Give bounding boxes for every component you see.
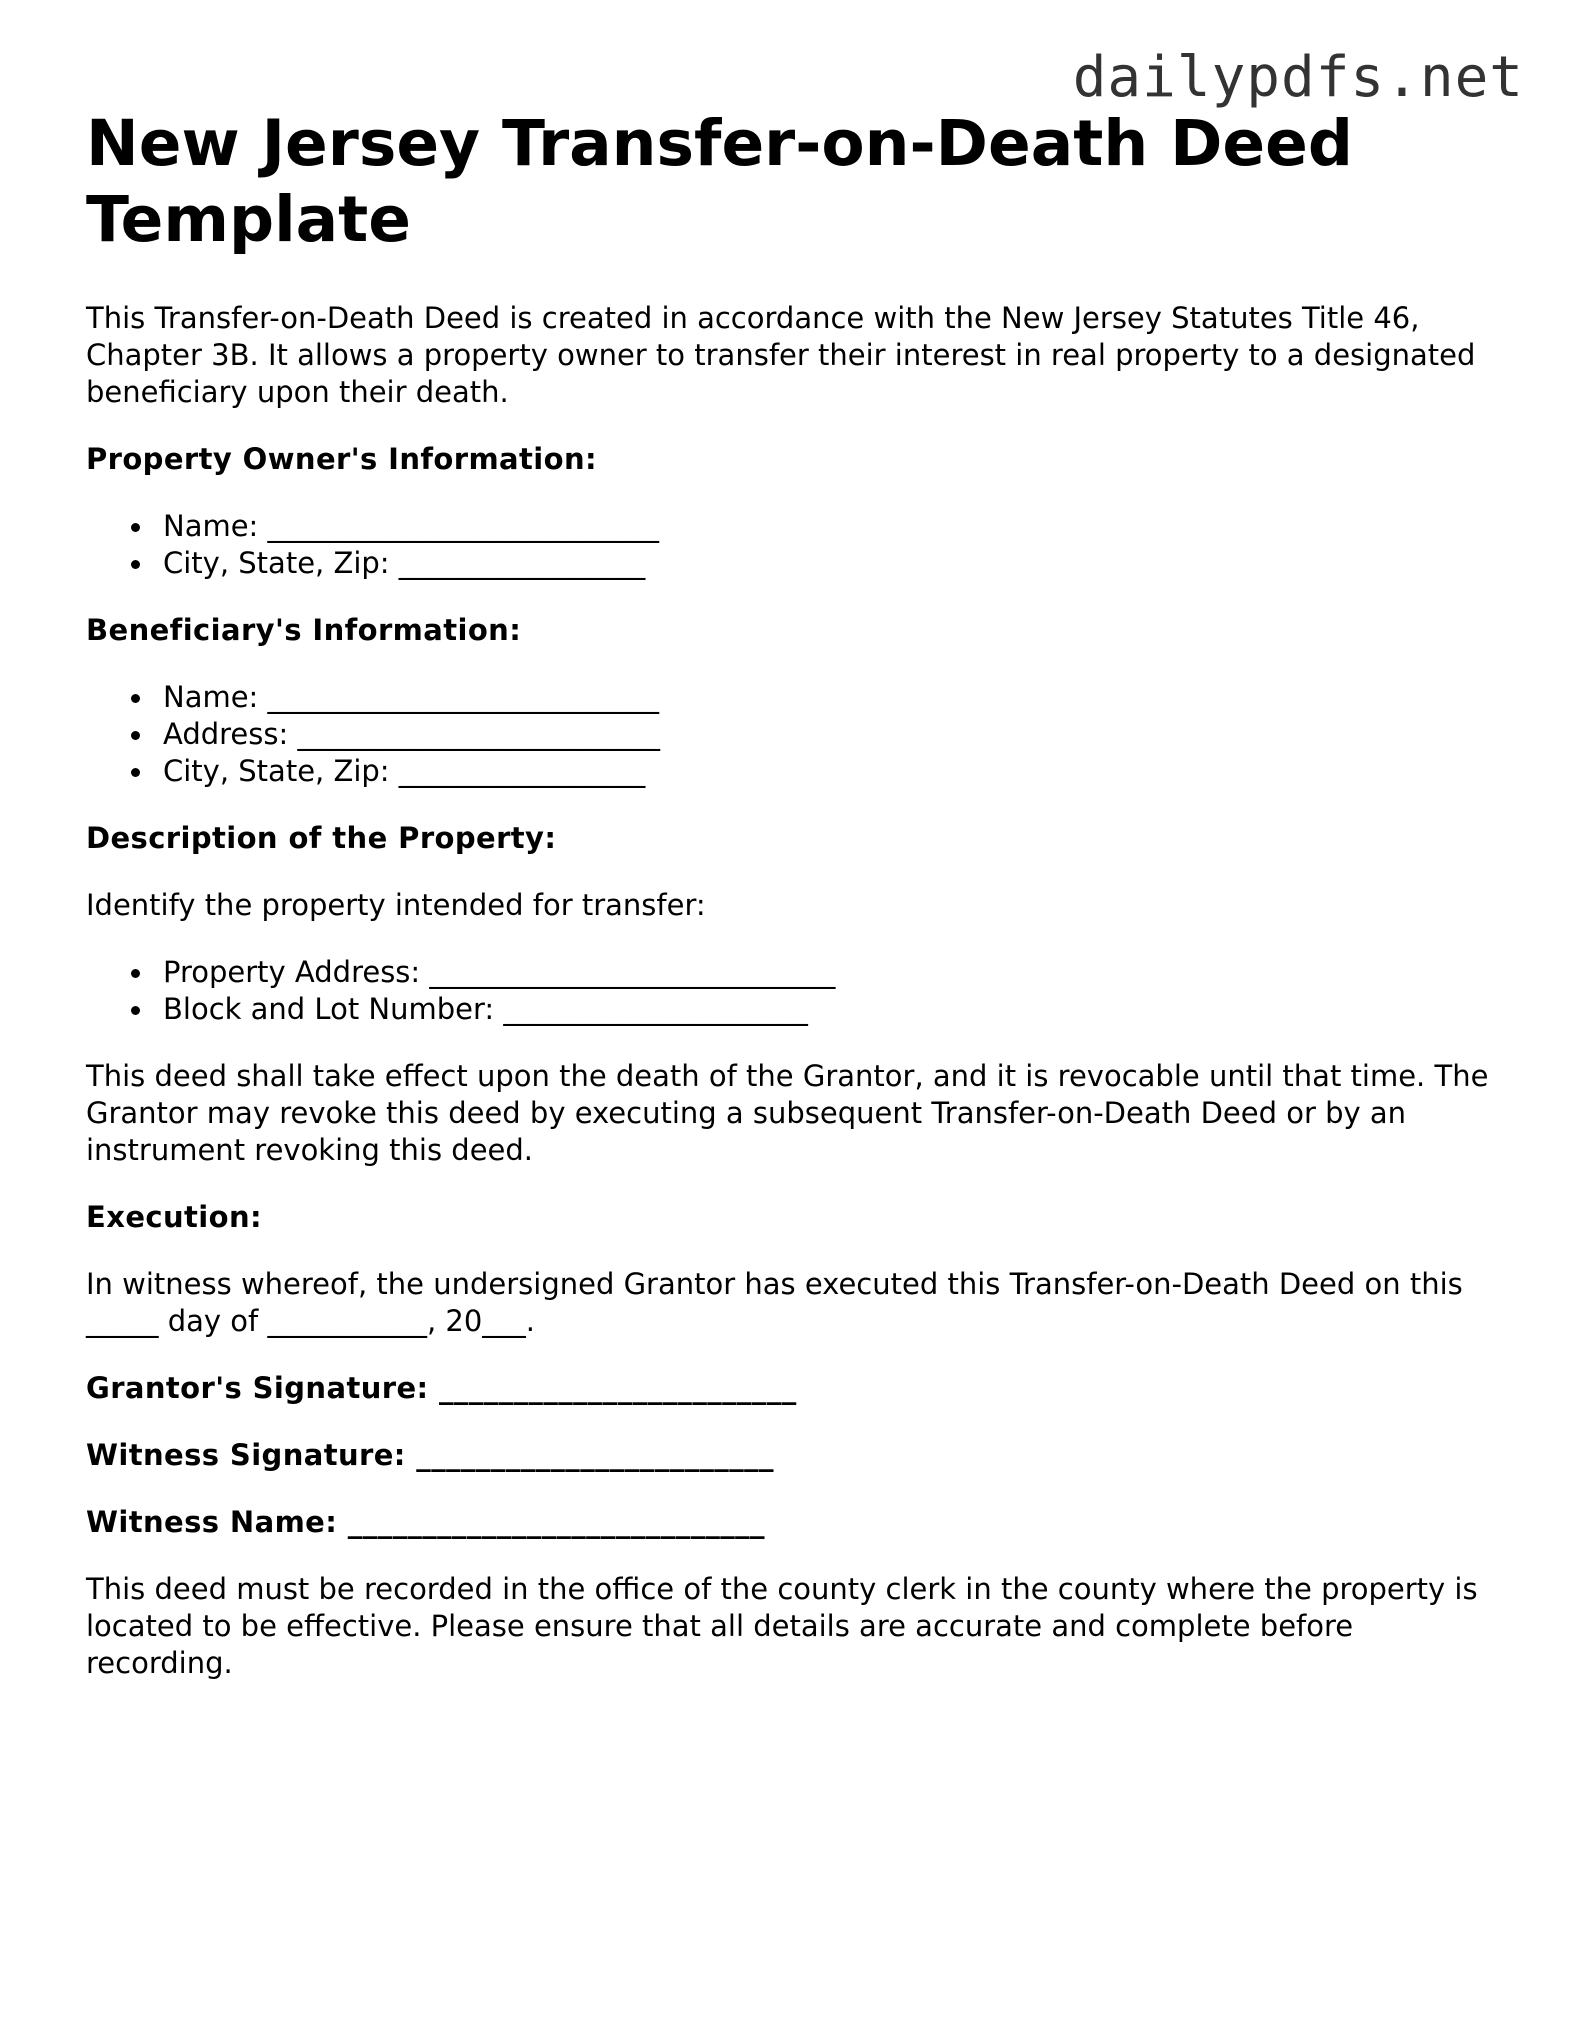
beneficiary-address-field: Address: _________________________ <box>86 716 1506 753</box>
property-address-field: Property Address: ____________________________ <box>86 954 1506 991</box>
watermark: dailypdfs.net <box>1072 45 1524 110</box>
owner-heading: Property Owner's Information: <box>86 442 598 476</box>
beneficiary-city-field: City, State, Zip: _________________ <box>86 753 1506 790</box>
page-title: New Jersey Transfer-on-Death Deed Template <box>86 107 1353 256</box>
execution-heading: Execution: <box>86 1200 262 1234</box>
beneficiary-heading: Beneficiary's Information: <box>86 613 522 647</box>
revocation-paragraph: This deed shall take effect upon the death of the Grantor, and it is revocable until that time. The Grantor may revoke this deed by executing a subsequent Transfer-on-Death Deed or by an instrument revoking this deed. <box>86 1059 1489 1167</box>
property-heading: Description of the Property: <box>86 821 557 855</box>
owner-name-field: Name: ___________________________ <box>86 508 1506 545</box>
block-lot-field: Block and Lot Number: _____________________ <box>86 991 1506 1028</box>
owner-city-field: City, State, Zip: _________________ <box>86 545 1506 582</box>
property-instruction: Identify the property intended for transfer: <box>86 888 706 922</box>
beneficiary-list <box>86 679 1506 790</box>
witness-name-line: Witness Name: ____________________________ <box>86 1505 765 1539</box>
execution-paragraph: In witness whereof, the undersigned Grantor has executed this Transfer-on-Death Deed on this _____ day of ___________, 20___. <box>86 1267 1463 1338</box>
owner-list <box>86 508 1506 582</box>
closing-paragraph: This deed must be recorded in the office of the county clerk in the county where the property is located to be effective. Please ensure that all details are accurate and complete before recording. <box>86 1572 1478 1680</box>
witness-signature-line: Witness Signature: ________________________ <box>86 1438 774 1472</box>
beneficiary-name-field: Name: ___________________________ <box>86 679 1506 716</box>
property-list <box>86 954 1506 1028</box>
document-page <box>86 106 1506 1712</box>
grantor-signature-line: Grantor's Signature: ________________________ <box>86 1371 797 1405</box>
intro-paragraph: This Transfer-on-Death Deed is created in accordance with the New Jersey Statutes Title 46, Chapter 3B. It allows a property owner to transfer their interest in real property to a designated beneficiary upon their death. <box>86 301 1476 409</box>
